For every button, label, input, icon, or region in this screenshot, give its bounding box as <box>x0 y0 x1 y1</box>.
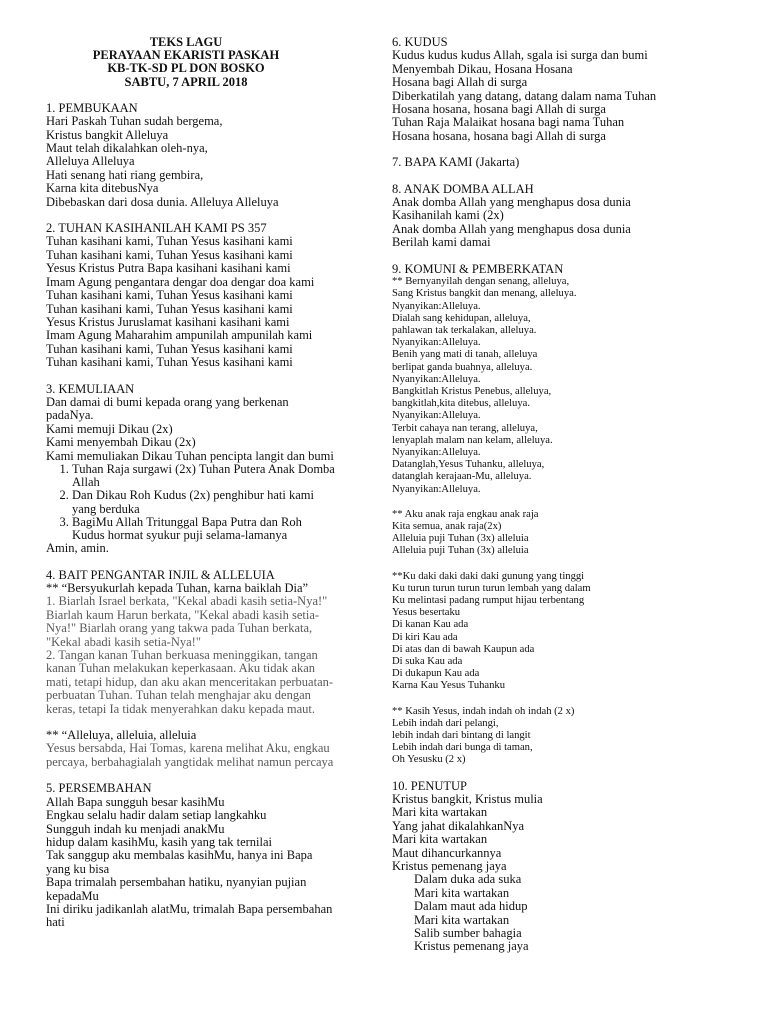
lyric-line: datanglah kerajaan-Mu, alleluya. <box>392 471 532 483</box>
lyric-line: keras, tetapi Ia tidak menyerahkan daku kepada maut. <box>46 701 315 716</box>
lyric-line: Ku turun turun turun turun lembah yang dalam <box>392 582 591 594</box>
section-title: 4. BAIT PENGANTAR INJIL & ALLELUIA <box>46 567 275 582</box>
lyric-line: Ini diriku jadikanlah alatMu, trimalah Bapa persembahan <box>46 901 333 916</box>
lyric-line: Sungguh indah ku menjadi anakMu <box>46 821 225 836</box>
lyric-line: Nyanyikan:Alleluya. <box>392 483 481 495</box>
section-kemuliaan <box>46 383 376 556</box>
list-item: 2. Dan Dikau Roh Kudus (2x) penghibur hati kami yang berduka <box>72 489 376 515</box>
lyric-line: Nyanyikan:Alleluya. <box>392 337 481 349</box>
lyric-line: Salib sumber bahagia <box>414 926 522 941</box>
right-column <box>392 36 732 954</box>
lyric-line: Datanglah,Yesus Tuhanku, alleluya, <box>392 459 545 471</box>
lyric-line: lenyaplah malam nan kelam, alleluya. <box>392 434 553 446</box>
document-header <box>46 36 376 89</box>
song-lyrics <box>46 796 376 930</box>
lyric-line: Nyanyikan:Alleluya. <box>392 300 481 312</box>
lyric-line: pahlawan tak terkalakan, alleluya. <box>392 324 537 336</box>
lyric-line: ** Kasih Yesus, indah indah oh indah (2 x) <box>392 705 575 717</box>
section-kudus <box>392 36 732 143</box>
lyric-line: Alleluia puji Tuhan (3x) alleluia <box>392 533 529 545</box>
lyric-line: Hati senang hati riang gembira, <box>46 167 204 182</box>
header-title: TEKS LAGU <box>149 35 223 49</box>
lyric-line: Alleluia puji Tuhan (3x) alleluia <box>392 545 529 557</box>
lyric-line: Tuhan kasihani kami, Tuhan Yesus kasihani kami <box>46 247 293 262</box>
section-komuni <box>392 263 732 767</box>
lyric-line: Tuhan kasihani kami, Tuhan Yesus kasihani kami <box>46 355 293 370</box>
lyric-line: Lebih indah dari pelangi, <box>392 717 499 729</box>
lyric-line: yang ku bisa <box>46 861 110 876</box>
lyric-line: Anak domba Allah yang menghapus dosa dunia <box>392 221 631 236</box>
section-title: 8. ANAK DOMBA ALLAH <box>392 181 534 196</box>
section-anak-domba <box>392 183 732 250</box>
lyric-line: Menyembah Dikau, Hosana Hosana <box>392 61 573 76</box>
lyric-line: Di kanan Kau ada <box>392 619 469 631</box>
lyric-line: kanan Tuhan melakukan keperkasaan. Aku tidak akan <box>46 661 316 676</box>
song-lyrics <box>46 115 376 209</box>
lyric-line: Kasihanilah kami (2x) <box>392 208 504 223</box>
lyric-line: Mari kita wartakan <box>414 912 510 927</box>
lyric-line: perbuatan Tuhan. Tuhan telah menghajar aku dengan <box>46 688 311 703</box>
lyric-line: Imam Agung Maharahim ampunilah ampunilah kami <box>46 328 313 343</box>
header-date: SABTU, 7 APRIL 2018 <box>124 74 248 89</box>
section-bapa-kami <box>392 156 732 169</box>
lyric-line: Di kiri Kau ada <box>392 631 458 643</box>
section-title: 9. KOMUNI & PEMBERKATAN <box>392 261 564 276</box>
lyric-line: Tuhan kasihani kami, Tuhan Yesus kasihani kami <box>46 288 293 303</box>
lyric-line: padaNya. <box>46 408 94 423</box>
lyric-line: Bangkitlah Kristus Penebus, alleluya, <box>392 385 552 397</box>
section-title: 6. KUDUS <box>392 35 448 49</box>
lyric-line: Di atas dan di bawah Kaupun ada <box>392 643 535 655</box>
lyric-line: Alleluya Alleluya <box>46 154 135 169</box>
lyric-line: **Ku daki daki daki daki gunung yang tinggi <box>392 570 585 582</box>
lyric-line: Kristus bangkit Alleluya <box>46 127 169 142</box>
section-title: 5. PERSEMBAHAN <box>46 781 152 796</box>
lyric-line: Tuhan kasihani kami, Tuhan Yesus kasihani kami <box>46 301 293 316</box>
lyric-line: hidup dalam kasihMu, kasih yang tak ternilai <box>46 834 272 849</box>
lyric-line: Sang Kristus bangkit dan menang, alleluya. <box>392 288 577 300</box>
lyric-line: Nyanyikan:Alleluya. <box>392 410 481 422</box>
section-title: 2. TUHAN KASIHANILAH KAMI PS 357 <box>46 221 267 236</box>
lyric-line: Engkau selalu hadir dalam setiap langkahku <box>46 808 267 823</box>
lyric-line: Mari kita wartakan <box>392 805 488 820</box>
song-lyrics <box>392 706 732 767</box>
section-title: 7. BAPA KAMI (Jakarta) <box>392 155 520 170</box>
lyric-line: berlipat ganda buahnya, alleluya. <box>392 361 533 373</box>
lyric-line: Mari kita wartakan <box>414 885 510 900</box>
lyric-line: Dibebaskan dari dosa dunia. Alleluya Alleluya <box>46 194 279 209</box>
section-title: 3. KEMULIAAN <box>46 381 135 396</box>
song-lyrics <box>392 509 732 558</box>
lyric-line: Diberkatilah yang datang, datang dalam nama Tuhan <box>392 88 657 103</box>
gospel-verse <box>46 742 376 769</box>
lyric-line: Terbit cahaya nan terang, alleluya, <box>392 422 538 434</box>
song-lyrics <box>46 235 376 369</box>
song-lyrics <box>392 793 732 873</box>
lyric-line: Kami memuliakan Dikau Tuhan pencipta langit dan bumi <box>46 448 334 463</box>
lyric-line: Bapa trimalah persembahan hatiku, nyanyian pujian <box>46 875 307 890</box>
lyric-line: Imam Agung pengantara dengar doa dengar doa kami <box>46 274 315 289</box>
lyric-line: Kita semua, anak raja(2x) <box>392 520 502 532</box>
lyric-line: ** Bernyanyilah dengan senang, alleluya, <box>392 276 570 288</box>
lyric-line: Tuhan kasihani kami, Tuhan Yesus kasihani kami <box>46 341 293 356</box>
header-school: KB-TK-SD PL DON BOSKO <box>107 61 265 76</box>
lyric-line: Benih yang mati di tanah, alleluya <box>392 349 538 361</box>
lyric-line: Hosana hosana, hosana bagi Allah di surga <box>392 128 606 143</box>
lyric-line: Nya!" Biarlah orang yang takwa pada Tuhan berkata, <box>46 621 313 636</box>
lyric-line: Nyanyikan:Alleluya. <box>392 446 481 458</box>
lyric-line: Anak domba Allah yang menghapus dosa dunia <box>392 195 631 210</box>
section-pembukaan <box>46 102 376 209</box>
lyric-line: Hosana bagi Allah di surga <box>392 75 528 90</box>
lyric-line: Maut dihancurkannya <box>392 845 502 860</box>
song-lyrics <box>392 49 732 143</box>
lyric-line: percaya, berbahagialah yangtidak melihat namun percaya <box>46 754 334 769</box>
lyric-line: Dalam maut ada hidup <box>414 899 528 914</box>
lyric-line: Kami memuji Dikau (2x) <box>46 421 173 436</box>
song-lyrics-indented <box>392 873 732 953</box>
lyric-line: Lebih indah dari bunga di taman, <box>392 742 533 754</box>
section-tuhan-kasihanilah <box>46 222 376 369</box>
alleluia-line: ** “Alleluya, alleluia, alleluia <box>46 728 197 743</box>
lyric-line: Yang jahat dikalahkanNya <box>392 818 525 833</box>
psalm-verses <box>46 595 376 716</box>
lyric-line: bangkitlah,kita ditebus, alleluya. <box>392 398 530 410</box>
lyric-line: Dialah sang kehidupan, alleluya, <box>392 312 531 324</box>
lyric-line: Nyanyikan:Alleluya. <box>392 373 481 385</box>
lyric-line: Kristus pemenang jaya <box>392 859 507 874</box>
section-persembahan <box>46 782 376 929</box>
lyric-line: Dan damai di bumi kepada orang yang berkenan <box>46 394 289 409</box>
lyric-line: Berilah kami damai <box>392 235 491 250</box>
lyric-line: Kristus bangkit, Kristus mulia <box>392 792 543 807</box>
lyric-line: Di dukapun Kau ada <box>392 668 480 680</box>
lyric-line: Kudus kudus kudus Allah, sgala isi surga dan bumi <box>392 48 648 63</box>
lyric-line: kepadaMu <box>46 888 99 903</box>
lyric-line: Yesus besertaku <box>392 607 461 619</box>
lyric-line: Yesus Kristus Putra Bapa kasihani kasihani kami <box>46 261 291 276</box>
lyric-line: Karna kita ditebusNya <box>46 181 159 196</box>
lyric-line: Maut telah dikalahkan oleh-nya, <box>46 141 208 156</box>
song-lyrics <box>392 196 732 250</box>
lyric-line: Karna Kau Yesus Tuhanku <box>392 680 506 692</box>
header-event: PERAYAAN EKARISTI PASKAH <box>92 48 280 63</box>
lyric-line: Tuhan kasihani kami, Tuhan Yesus kasihani kami <box>46 234 293 249</box>
lyric-line: Tuhan Raja Malaikat hosana bagi nama Tuhan <box>392 115 625 130</box>
lyric-line: Yesus Kristus Juruslamat kasihani kasihani kami <box>46 314 290 329</box>
numbered-list <box>46 463 376 542</box>
lyric-line: Yesus bersabda, Hai Tomas, karena melihat Aku, engkau <box>46 741 330 756</box>
lyric-line: Kristus pemenang jaya <box>414 939 529 954</box>
lyric-line: ** Aku anak raja engkau anak raja <box>392 508 539 520</box>
section-penutup <box>392 780 732 954</box>
section-title: 10. PENUTUP <box>392 778 468 793</box>
refrain-line: ** “Bersyukurlah kepada Tuhan, karna baiklah Dia” <box>46 581 309 595</box>
section-title: 1. PEMBUKAAN <box>46 100 138 115</box>
lyric-line: Mari kita wartakan <box>392 832 488 847</box>
lyric-line: lebih indah dari bintang di langit <box>392 730 531 741</box>
lyric-line: mati, tetapi hidup, dan aku akan menceritakan perbuatan- <box>46 674 334 689</box>
song-lyrics <box>392 276 732 496</box>
lyric-line: hati <box>46 915 65 930</box>
lyric-line: Dalam duka ada suka <box>414 872 522 887</box>
lyric-line: Hari Paskah Tuhan sudah bergema, <box>46 114 223 129</box>
lyric-line: 1. Biarlah Israel berkata, "Kekal abadi kasih setia-Nya!" <box>46 594 328 609</box>
lyric-line: Di suka Kau ada <box>392 655 463 667</box>
lyric-line: Biarlah kaum Harun berkata, "Kekal abadi kasih setia- <box>46 607 320 622</box>
song-lyrics <box>392 571 732 693</box>
section-bait-pengantar <box>46 569 376 770</box>
lyric-line: Kami menyembah Dikau (2x) <box>46 435 196 450</box>
left-column <box>46 36 376 930</box>
lyric-line: Tak sanggup aku membalas kasihMu, hanya ini Bapa <box>46 848 313 863</box>
lyric-line: Hosana hosana, hosana bagi Allah di surga <box>392 102 606 117</box>
list-item: 1. Tuhan Raja surgawi (2x) Tuhan Putera Anak Domba Allah <box>72 463 376 489</box>
list-item: 3. BagiMu Allah Tritunggal Bapa Putra dan Roh Kudus hormat syukur puji selama-lamanya <box>72 516 376 542</box>
lyric-line: 2. Tangan kanan Tuhan berkuasa meninggikan, tangan <box>46 648 318 663</box>
song-lyrics <box>46 396 376 463</box>
lyric-line: Allah Bapa sungguh besar kasihMu <box>46 794 225 809</box>
lyric-line: Ku melintasi padang rumput hijau terbentang <box>392 594 585 606</box>
closing-line: Amin, amin. <box>46 541 109 556</box>
lyric-line: Oh Yesusku (2 x) <box>392 754 466 766</box>
lyric-line: "Kekal abadi kasih setia-Nya!" <box>46 634 201 649</box>
